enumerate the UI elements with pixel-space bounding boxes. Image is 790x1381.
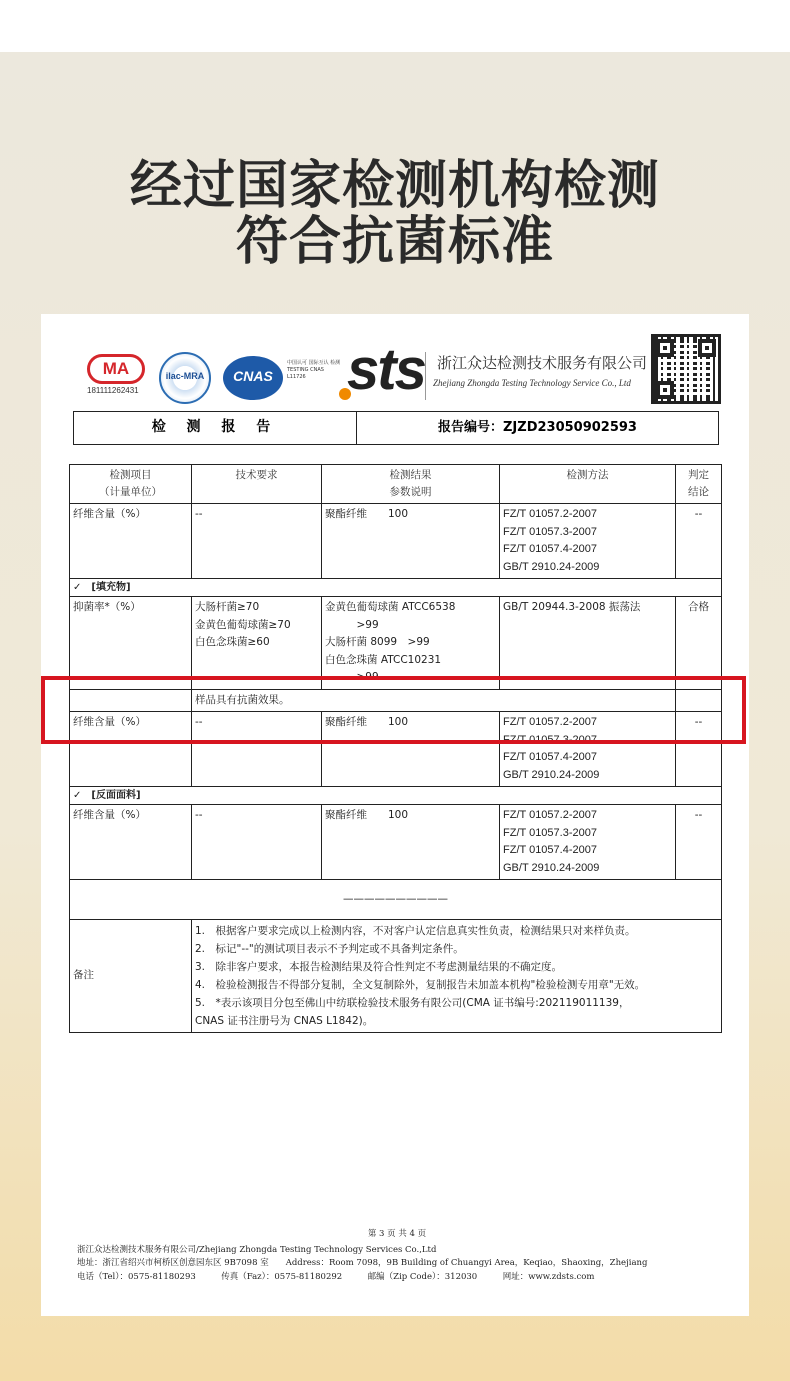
row2-result: 聚酯纤维 100 — [322, 712, 500, 787]
results-table — [69, 464, 722, 1033]
table-row — [70, 805, 722, 880]
antibac-judge: 合格 — [676, 597, 722, 690]
row1-requirement: -- — [192, 504, 322, 579]
section-filling-row — [70, 579, 722, 597]
row1-result: 聚酯纤维 100 — [322, 504, 500, 579]
qr-code-icon — [651, 334, 721, 404]
logo-row — [41, 314, 749, 414]
note-2: 2. 标记"--"的测试项目表示不予判定或不具备判定条件。 — [195, 943, 464, 955]
ilac-mra-text: ilac-MRA — [165, 371, 205, 381]
header-item: 检测项目 （计量单位） — [70, 465, 192, 504]
report-header-bar — [73, 411, 719, 445]
test-report-page — [41, 314, 749, 1316]
section-reverse-row — [70, 787, 722, 805]
company-name-cn: 浙江众达检测技术服务有限公司 — [437, 354, 648, 372]
row1-item: 纤维含量（%） — [70, 504, 192, 579]
cma-logo — [87, 354, 149, 400]
company-name-en: Zhejiang Zhongda Testing Technology Service Co., Ltd — [433, 378, 631, 388]
header-judge: 判定 结论 — [676, 465, 722, 504]
cnas-text: CNAS — [233, 368, 273, 384]
note-5: 5. *表示该项目分包至佛山中纺联检验技术服务有限公司(CMA 证书编号:202119011139， — [195, 997, 630, 1009]
cma-number: 181111262431 — [87, 386, 139, 395]
antibac-method: GB/T 20944.3-2008 振荡法 — [500, 597, 676, 690]
row3-judge: -- — [676, 805, 722, 880]
row2-judge: -- — [676, 712, 722, 787]
highlight-box — [41, 676, 746, 744]
footer-address: 地址：浙江省绍兴市柯桥区创意园东区 9B7098 室 Address：Room 7098，9B Building of Chuangyi Area，Keqiao，Shaoxing，Zhejiang — [77, 1258, 648, 1268]
report-footer — [77, 1228, 717, 1284]
row3-requirement: -- — [192, 805, 322, 880]
row3-result: 聚酯纤维 100 — [322, 805, 500, 880]
cnas-logo — [223, 356, 283, 400]
note-1: 1. 根据客户要求完成以上检测内容，不对客户认定信息真实性负责，检测结果只对来样负责。 — [195, 925, 636, 937]
ilac-mra-logo — [159, 352, 211, 404]
note-5-cont: CNAS 证书注册号为 CNAS L1842)。 — [195, 1015, 374, 1027]
report-number: 报告编号：ZJZD23050902593 — [438, 420, 637, 435]
header-result: 检测结果 参数说明 — [322, 465, 500, 504]
footer-company: 浙江众达检测技术服务有限公司/Zhejiang Zhongda Testing Technology Services Co.,Ltd — [77, 1244, 437, 1255]
row3-methods: FZ/T 01057.2-2007 FZ/T 01057.3-2007 FZ/T 01057.4-2007 GB/T 2910.24-2009 — [500, 805, 676, 880]
antibac-item: 抑菌率*（%） — [70, 597, 192, 690]
sts-logo: sts — [347, 337, 425, 402]
section-filling: ✓ [填充物] — [70, 579, 722, 597]
notes-label: 备注 — [70, 920, 192, 1033]
note-4: 4. 检验检测报告不得部分复制，全文复制除外，复制报告未加盖本机构"检验检测专用章"无效。 — [195, 979, 646, 991]
section-reverse: ✓ [反面面料] — [70, 787, 722, 805]
header-method: 检测方法 — [500, 465, 676, 504]
headline-line-1: 经过国家检测机构检测 — [129, 156, 660, 216]
headline — [0, 158, 790, 270]
row2-requirement: -- — [192, 712, 322, 787]
footer-contact: 电话（Tel）：0575-81180293 传真（Faz）：0575-81180292 邮编（Zip Code）：312030 网址：www.zdsts.com — [77, 1271, 595, 1282]
antibac-results: 金黄色葡萄球菌 ATCC6538 >99 大肠杆菌 8099 >99 白色念珠菌 ATCC10231 >99 — [322, 597, 500, 690]
row1-judge: -- — [676, 504, 722, 579]
logo-divider — [425, 352, 426, 400]
row2-methods: FZ/T 01057.2-2007 FZ/T 01057.3-2007 FZ/T 01057.4-2007 GB/T 2910.24-2009 — [500, 712, 676, 787]
notes-row — [70, 920, 722, 1033]
cma-mark-icon: MA — [87, 354, 145, 384]
notes-content — [192, 920, 722, 1033]
antibac-requirements: 大肠杆菌≥70 金黄色葡萄球菌≥70 白色念珠菌≥60 — [192, 597, 322, 690]
table-header-row — [70, 465, 722, 504]
row1-methods: FZ/T 01057.2-2007 FZ/T 01057.3-2007 FZ/T 01057.4-2007 GB/T 2910.24-2009 — [500, 504, 676, 579]
cnas-small-text: 中国认可 国际互认 检测 TESTING CNAS L11726 — [287, 360, 341, 380]
report-title: 检 测 报 告 — [74, 412, 357, 444]
headline-line-2: 符合抗菌标准 — [235, 212, 554, 272]
header-requirement: 技术要求 — [192, 465, 322, 504]
row2-item: 纤维含量（%） — [70, 712, 192, 787]
page-number: 第 3 页 共 4 页 — [367, 1229, 427, 1239]
note-3: 3. 除非客户要求，本报告检测结果及符合性判定不考虑测量结果的不确定度。 — [195, 961, 563, 973]
effect-note: 样品具有抗菌效果。 — [192, 689, 676, 712]
end-line: —————————— — [70, 880, 722, 920]
table-row — [70, 504, 722, 579]
row3-item: 纤维含量（%） — [70, 805, 192, 880]
end-row — [70, 880, 722, 920]
